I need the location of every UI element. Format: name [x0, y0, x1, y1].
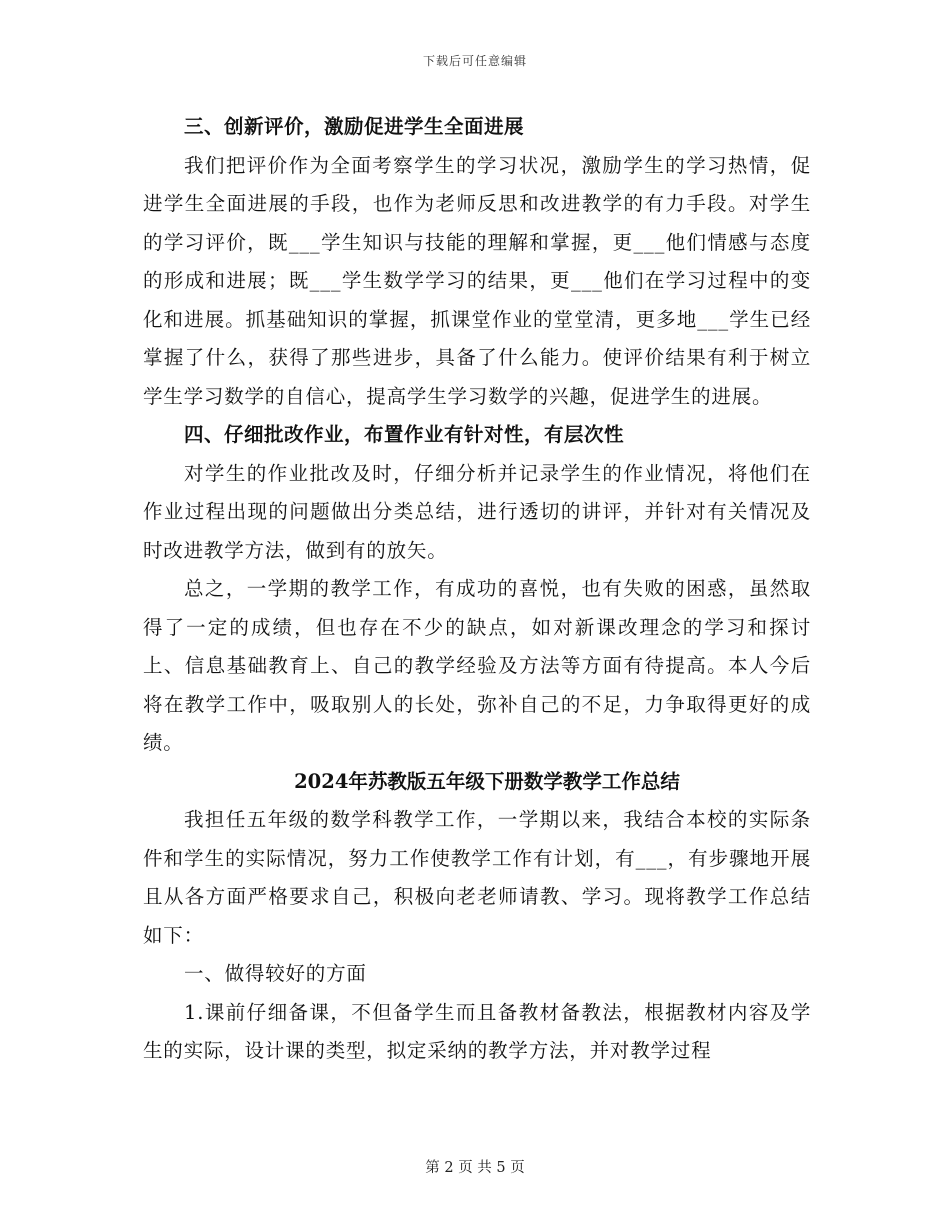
- paragraph: 总之，一学期的教学工作，有成功的喜悦，也有失败的困惑，虽然取得了一定的成绩，但也存在不少的缺点，如对新课改理念的学习和探讨上、信息基础教育上、自己的教学经验及方法等方面有待提高。本人今后将在教学工作中，吸取别人的长处，弥补自己的不足，力争取得更好的成绩。: [143, 577, 811, 754]
- header-note: 下载后可任意编辑: [422, 54, 527, 68]
- document-body: [143, 108, 811, 1071]
- paragraph: 对学生的作业批改及时，仔细分析并记录学生的作业情况，将他们在作业过程出现的问题做出分类总结，进行透切的讲评，并针对有关情况及时改进教学方法，做到有的放矢。: [143, 461, 811, 562]
- section-heading-3: 三、创新评价，激励促进学生全面进展: [184, 115, 525, 138]
- section-heading-4: 四、仔细批改作业，布置作业有针对性，有层次性: [184, 423, 625, 446]
- subheading-good-aspects: 一、做得较好的方面: [184, 962, 367, 985]
- paragraph: 我们把评价作为全面考察学生的学习状况，激励学生的学习热情，促进学生全面进展的手段，也作为老师反思和改进教学的有力手段。对学生的学习评价，既___学生知识与技能的理解和掌握，更___他们情感与态度的形成和进展；既___学生数学学习的结果，更___他们在学习过程中的变化和进展。抓基础知识的掌握，抓课堂作业的堂堂清，更多地___学生已经掌握了什么，获得了那些进步，具备了什么能力。使评价结果有利于树立学生学习数学的自信心，提高学生学习数学的兴趣，促进学生的进展。: [143, 153, 811, 408]
- page-number: 第 2 页 共 5 页: [425, 1160, 525, 1176]
- document-title: 2024年苏教版五年级下册数学教学工作总结: [294, 769, 680, 793]
- list-item-1: 1.课前仔细备课，不但备学生而且备教材备教法，根据教材内容及学生的实际，设计课的类型，拟定采纳的教学方法，并对教学过程: [143, 1000, 811, 1062]
- intro-paragraph: 我担任五年级的数学科教学工作，一学期以来，我结合本校的实际条件和学生的实际情况，努力工作使教学工作有计划，有___，有步骤地开展且从各方面严格要求自己，积极向老老师请教、学习。现将教学工作总结如下：: [143, 808, 811, 947]
